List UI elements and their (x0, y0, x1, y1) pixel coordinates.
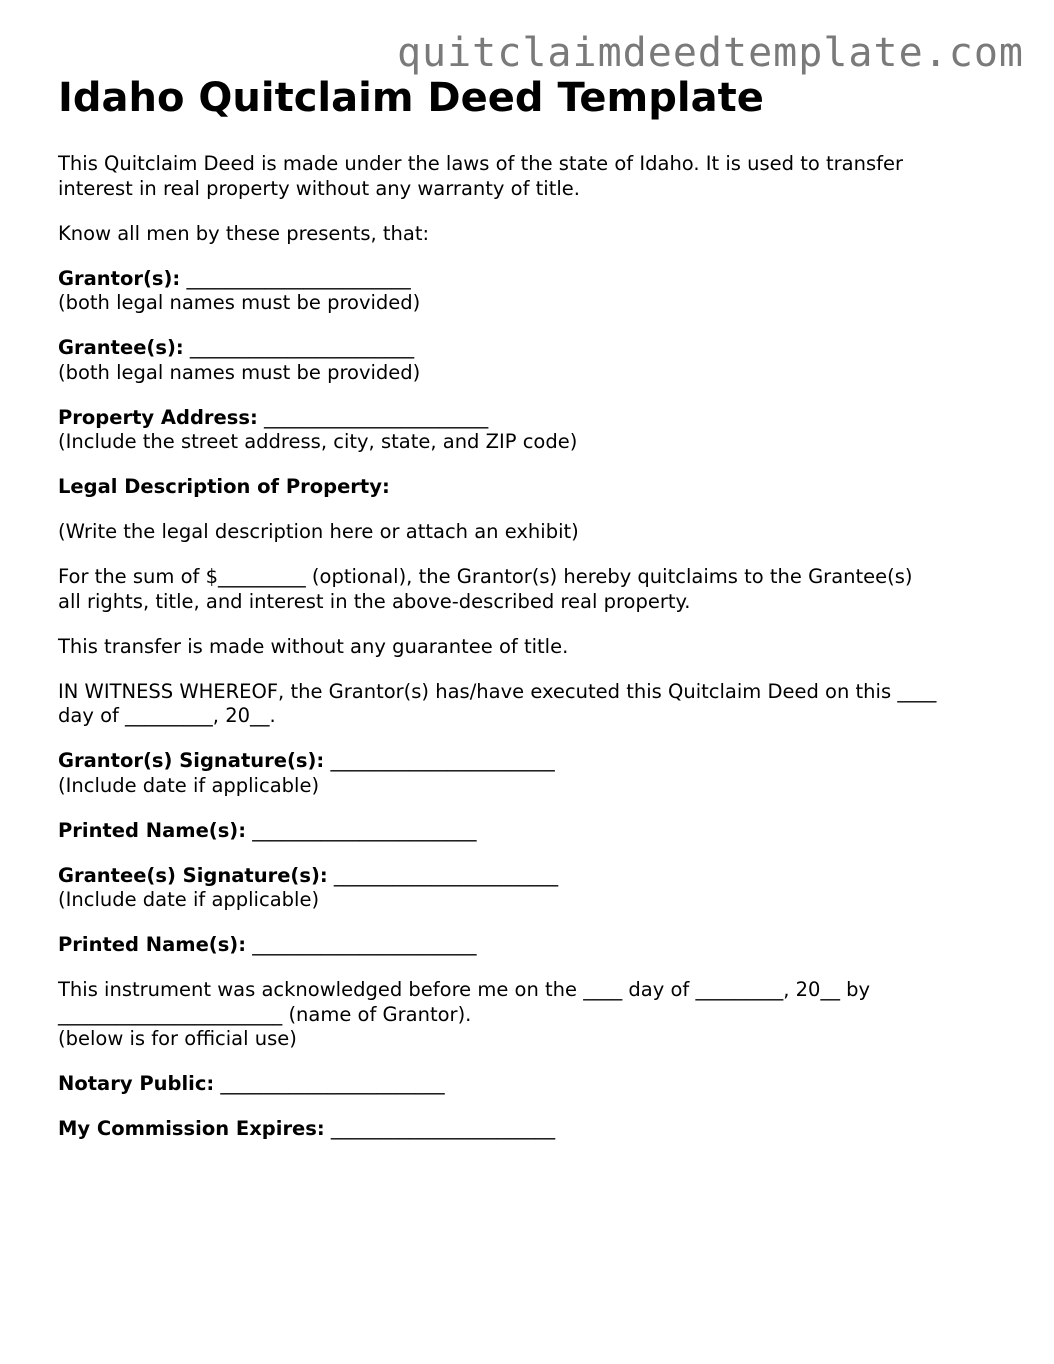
intro-paragraph (58, 152, 998, 201)
legal-description-heading (58, 475, 998, 500)
grantee-note: (both legal names must be provided) (58, 360, 421, 384)
grantor-blank: _______________________ (186, 266, 411, 290)
grantor-printed-name-label: Printed Name(s): (58, 818, 247, 842)
grantee-blank: _______________________ (189, 336, 415, 359)
grantee-printed-name-label: Printed Name(s): (58, 933, 247, 956)
consideration-paragraph (58, 565, 998, 614)
grantee-printed-name-field (58, 933, 998, 958)
grantor-signature-label: Grantor(s) Signature(s): (58, 749, 325, 772)
property-address-blank: _______________________ (264, 405, 489, 429)
property-address-label: Property Address: (58, 405, 258, 429)
grantor-label: Grantor(s): (58, 266, 181, 290)
intro-line-2: interest in real property without any warranty of title. (58, 176, 580, 200)
grantor-signature-note: (Include date if applicable) (58, 773, 320, 797)
site-watermark: quitclaimdeedtemplate.com (396, 30, 1024, 76)
commission-blank: _______________________ (330, 1117, 556, 1140)
know-all-statement: Know all men by these presents, that: (58, 221, 430, 245)
legal-description-note: (Write the legal description here or attach an exhibit) (58, 520, 579, 543)
property-address-note: (Include the street address, city, state, and ZIP code) (58, 430, 578, 453)
deed-body (58, 152, 998, 1162)
grantee-field (58, 336, 998, 385)
grantee-printed-name-blank: _______________________ (252, 933, 477, 956)
witness-line-1: IN WITNESS WHEREOF, the Grantor(s) has/have executed this Quitclaim Deed on this ____ (58, 679, 937, 703)
grantor-signature-blank: _______________________ (330, 749, 555, 772)
intro-line-1: This Quitclaim Deed is made under the laws of the state of Idaho. It is used to transfer (58, 152, 904, 175)
notary-label: Notary Public: (58, 1072, 215, 1095)
grantee-signature-field (58, 864, 998, 913)
acknowledgment-line-1: This instrument was acknowledged before me on the ____ day of _________, 20__ by (58, 978, 871, 1001)
grantee-label: Grantee(s): (58, 336, 184, 359)
grantor-printed-name-blank: _______________________ (252, 818, 477, 842)
legal-description-label: Legal Description of Property: (58, 475, 390, 498)
grantor-signature-field (58, 749, 998, 798)
no-guarantee-statement: This transfer is made without any guarantee of title. (58, 634, 569, 658)
grantor-field (58, 267, 998, 316)
witness-paragraph (58, 680, 998, 729)
grantee-signature-label: Grantee(s) Signature(s): (58, 863, 328, 887)
acknowledgment-paragraph (58, 978, 998, 1052)
notary-field (58, 1072, 998, 1097)
grantee-signature-note: (Include date if applicable) (58, 888, 320, 911)
commission-field (58, 1117, 998, 1142)
grantee-signature-blank: _______________________ (333, 863, 559, 887)
document-title: Idaho Quitclaim Deed Template (58, 75, 764, 121)
grantor-printed-name-field (58, 819, 998, 844)
consideration-line-1: For the sum of $_________ (optional), the Grantor(s) hereby quitclaims to the Grantee(s) (58, 565, 913, 588)
acknowledgment-line-3: (below is for official use) (58, 1027, 297, 1050)
witness-line-2: day of _________, 20__. (58, 704, 276, 727)
property-address-field (58, 406, 998, 455)
grantor-note: (both legal names must be provided) (58, 291, 421, 314)
acknowledgment-line-2: _______________________ (name of Grantor). (58, 1002, 472, 1026)
notary-blank: _______________________ (220, 1072, 445, 1095)
consideration-line-2: all rights, title, and interest in the above-described real property. (58, 589, 691, 613)
commission-label: My Commission Expires: (58, 1117, 325, 1140)
